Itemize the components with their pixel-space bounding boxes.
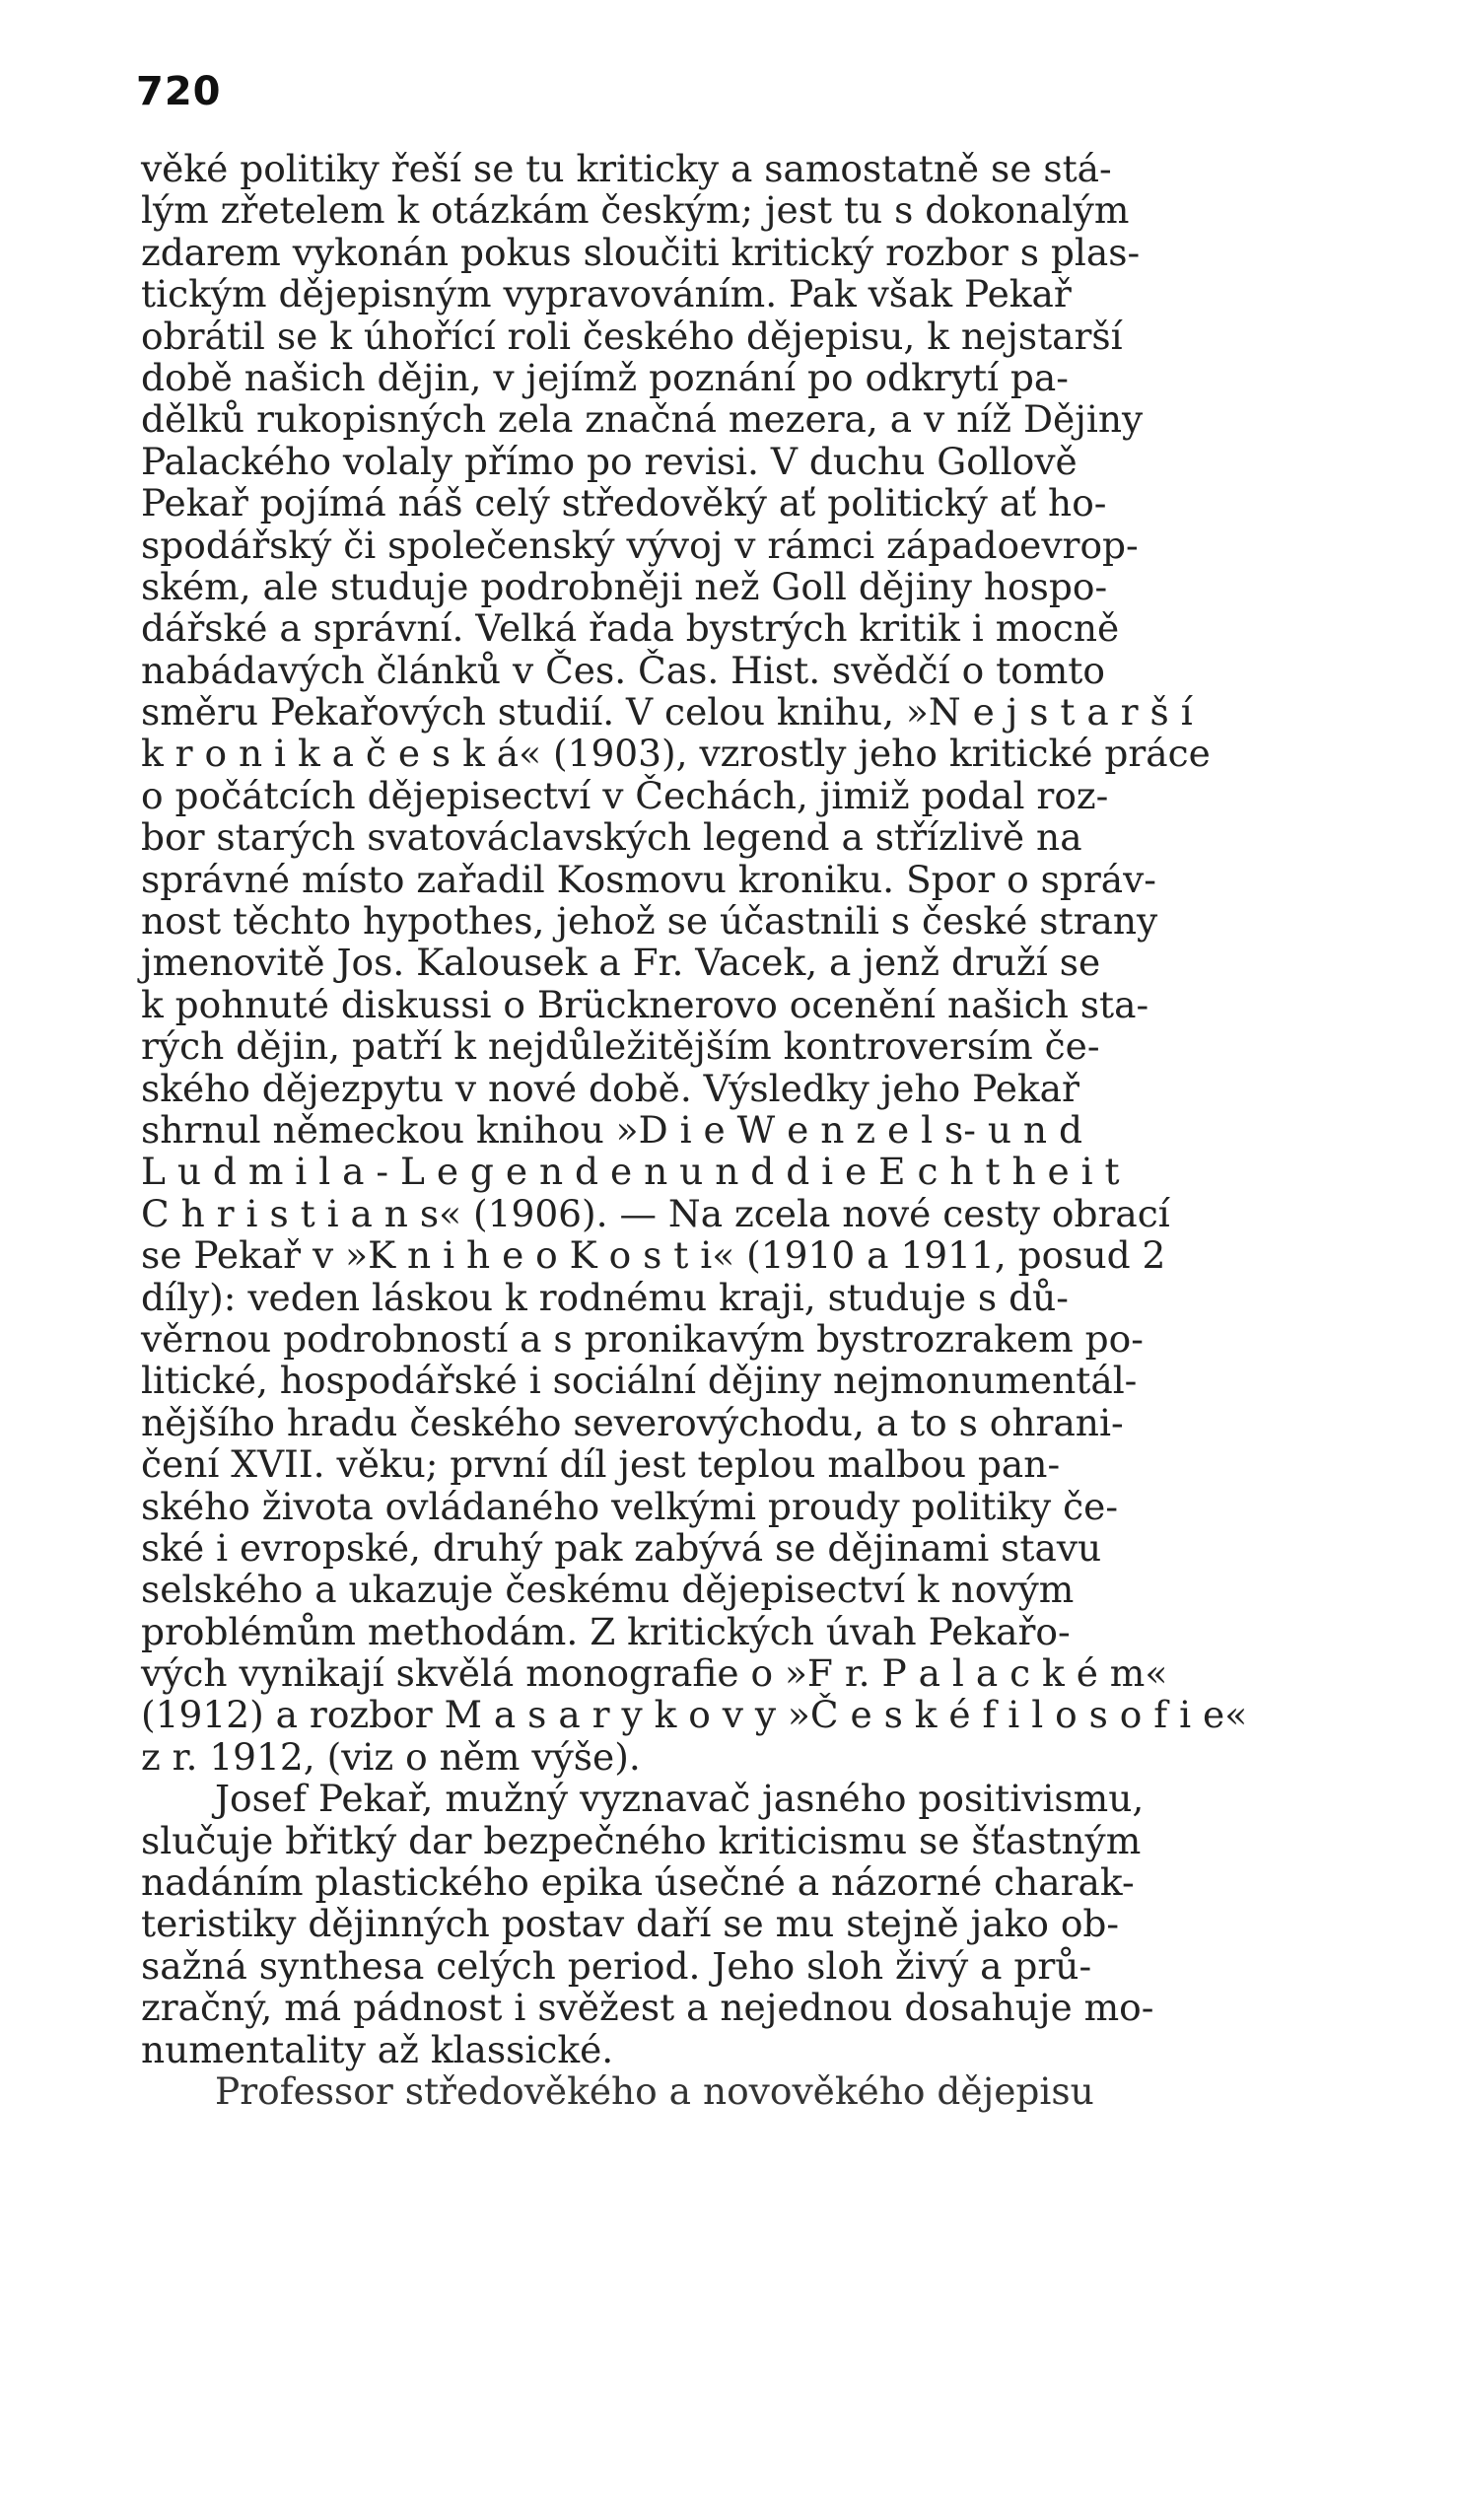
text-line: zračný, má pádnost i svěžest a nejednou dosahuje mo- bbox=[141, 1986, 1154, 2030]
text-line: zdarem vykonán pokus sloučiti kritický rozbor s plas- bbox=[141, 230, 1141, 274]
text-line: bor starých svatováclavských legend a střízlivě na bbox=[141, 815, 1082, 860]
text-line: dělků rukopisných zela značná mezera, a v níž Dějiny bbox=[141, 397, 1144, 442]
text-line: numentality až klassické. bbox=[141, 2027, 614, 2071]
text-line: (1912) a rozbor M a s a r y k o v y »Č e s k é f i l o s o f i e« bbox=[141, 1693, 1248, 1737]
text-line: se Pekař v »K n i h e o K o s t i« (1910 a 1911, posud 2 bbox=[141, 1233, 1166, 1278]
text-line: Palackého volaly přímo po revisi. V duchu Gollově bbox=[141, 439, 1078, 483]
text-line: ského života ovládaného velkými proudy politiky če- bbox=[141, 1484, 1118, 1528]
body-text bbox=[141, 148, 1299, 2112]
text-line: nost těchto hypothes, jehož se účastnili s české strany bbox=[141, 899, 1158, 944]
text-line: ského dějezpytu v nové době. Výsledky jeho Pekař bbox=[141, 1066, 1079, 1110]
text-line: díly): veden láskou k rodnému kraji, studuje s dů- bbox=[141, 1275, 1069, 1319]
paragraph-first-line: Professor středověkého a novověkého dějepisu bbox=[215, 2068, 1094, 2113]
text-line: vých vynikají skvělá monografie o »F r. P a l a c k é m« bbox=[141, 1651, 1168, 1696]
text-line: věké politiky řeší se tu kriticky a samostatně se stá- bbox=[141, 147, 1112, 190]
text-line: nějšího hradu českého severovýchodu, a to s ohrani- bbox=[141, 1400, 1124, 1444]
text-line: spodářský či společenský vývoj v rámci západoevrop- bbox=[141, 523, 1139, 567]
page-number: 720 bbox=[136, 69, 222, 114]
paragraph-first-line: Josef Pekař, mužný vyznavač jasného positivismu, bbox=[215, 1777, 1145, 1821]
text-line: o počátcích dějepisectví v Čechách, jimiž podal roz- bbox=[141, 773, 1109, 817]
text-line: slučuje břitký dar bezpečného kriticismu se šťastným bbox=[141, 1818, 1142, 1862]
text-line: věrnou podrobností a s pronikavým bystrozrakem po- bbox=[141, 1316, 1144, 1361]
text-line: litické, hospodářské i sociální dějiny nejmonumentál- bbox=[141, 1359, 1138, 1403]
text-line: tickým dějepisným vypravováním. Pak však Pekař bbox=[141, 272, 1072, 316]
text-line: době našich dějin, v jejímž poznání po odkrytí pa- bbox=[141, 355, 1069, 399]
text-line: nadáním plastického epika úsečné a názorné charak- bbox=[141, 1860, 1135, 1905]
text-line: sažná synthesa celých period. Jeho sloh živý a prů- bbox=[141, 1943, 1092, 1988]
text-line: dářské a správní. Velká řada bystrých kritik i mocně bbox=[141, 606, 1120, 651]
text-line: teristiky dějinných postav daří se mu stejně jako ob- bbox=[141, 1902, 1120, 1946]
text-line: obrátil se k úhořící roli českého dějepisu, k nejstarší bbox=[141, 314, 1123, 358]
text-line: ském, ale studuje podrobněji než Goll dějiny hospo- bbox=[141, 564, 1108, 608]
text-line: z r. 1912, (viz o něm výše). bbox=[141, 1734, 641, 1779]
text-line: selského a ukazuje českému dějepisectví k novým bbox=[141, 1568, 1075, 1612]
text-line: nabádavých článků v Čes. Čas. Hist. svědčí o tomto bbox=[141, 648, 1105, 692]
text-line: k pohnuté diskussi o Brücknerovo ocenění našich sta- bbox=[141, 982, 1149, 1026]
text-line: L u d m i l a - L e g e n d e n u n d d i e E c h t h e i t bbox=[141, 1150, 1120, 1194]
text-line: správné místo zařadil Kosmovu kroniku. Spor o správ- bbox=[141, 857, 1156, 901]
text-line: shrnul německou knihou »D i e W e n z e l s- u n d bbox=[141, 1107, 1082, 1152]
text-line: Pekař pojímá náš celý středověký ať politický ať ho- bbox=[141, 481, 1107, 525]
text-line: lým zřetelem k otázkám českým; jest tu s dokonalým bbox=[141, 188, 1130, 233]
text-line: rých dějin, patří k nejdůležitějším kontroversím če- bbox=[141, 1024, 1100, 1069]
text-line: jmenovitě Jos. Kalousek a Fr. Vacek, a jenž druží se bbox=[141, 941, 1101, 985]
text-line: ské i evropské, druhý pak zabývá se dějinami stavu bbox=[141, 1525, 1102, 1570]
text-line: směru Pekařových studií. V celou knihu, »N e j s t a r š í bbox=[141, 690, 1193, 735]
text-line: problémům methodám. Z kritických úvah Pekařo- bbox=[141, 1609, 1071, 1653]
text-line: C h r i s t i a n s« (1906). — Na zcela nové cesty obrací bbox=[141, 1191, 1170, 1235]
text-line: čení XVII. věku; první díl jest teplou malbou pan- bbox=[141, 1442, 1061, 1487]
text-line: k r o n i k a č e s k á« (1903), vzrostly jeho kritické práce bbox=[141, 732, 1211, 776]
